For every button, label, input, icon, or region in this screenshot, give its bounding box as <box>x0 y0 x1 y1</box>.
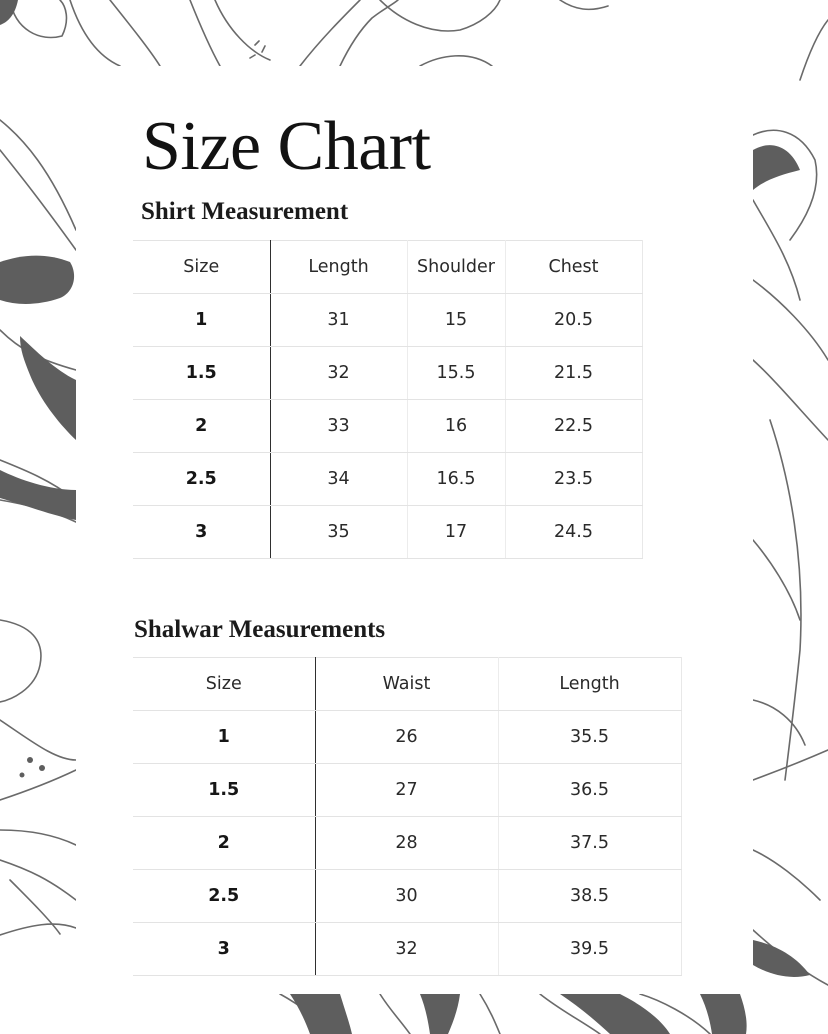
chest-cell: 21.5 <box>505 347 642 400</box>
length-cell: 36.5 <box>498 764 681 817</box>
size-cell: 1 <box>133 711 315 764</box>
length-cell: 35.5 <box>498 711 681 764</box>
shoulder-cell: 17 <box>407 506 505 559</box>
column-header-size: Size <box>133 241 270 294</box>
waist-cell: 28 <box>315 817 498 870</box>
waist-cell: 27 <box>315 764 498 817</box>
shirt-section-heading: Shirt Measurement <box>141 198 349 225</box>
chest-cell: 24.5 <box>505 506 642 559</box>
shoulder-cell: 15 <box>407 294 505 347</box>
table-row <box>133 764 681 817</box>
shirt-size-table <box>133 240 643 559</box>
length-cell: 35 <box>270 506 407 559</box>
column-header-waist: Waist <box>315 658 498 711</box>
length-cell: 38.5 <box>498 870 681 923</box>
column-header-size: Size <box>133 658 315 711</box>
table-row <box>133 453 642 506</box>
size-cell: 1 <box>133 294 270 347</box>
column-header-shoulder: Shoulder <box>407 241 505 294</box>
size-cell: 2.5 <box>133 453 270 506</box>
chest-cell: 23.5 <box>505 453 642 506</box>
length-cell: 31 <box>270 294 407 347</box>
size-cell: 1.5 <box>133 764 315 817</box>
table-header-row <box>133 658 681 711</box>
waist-cell: 32 <box>315 923 498 976</box>
waist-cell: 30 <box>315 870 498 923</box>
size-cell: 2 <box>133 400 270 453</box>
table-header-row <box>133 241 642 294</box>
length-cell: 34 <box>270 453 407 506</box>
size-cell: 3 <box>133 923 315 976</box>
shoulder-cell: 15.5 <box>407 347 505 400</box>
shoulder-cell: 16.5 <box>407 453 505 506</box>
page-title: Size Chart <box>142 108 431 185</box>
table-row <box>133 923 681 976</box>
table-row <box>133 711 681 764</box>
shalwar-section-heading: Shalwar Measurements <box>134 616 386 643</box>
size-cell: 3 <box>133 506 270 559</box>
column-header-chest: Chest <box>505 241 642 294</box>
table-row <box>133 294 642 347</box>
column-header-length: Length <box>270 241 407 294</box>
size-cell: 2 <box>133 817 315 870</box>
chest-cell: 20.5 <box>505 294 642 347</box>
length-cell: 33 <box>270 400 407 453</box>
table-row <box>133 506 642 559</box>
column-header-length: Length <box>498 658 681 711</box>
length-cell: 32 <box>270 347 407 400</box>
shalwar-size-table <box>133 657 682 976</box>
chest-cell: 22.5 <box>505 400 642 453</box>
size-cell: 2.5 <box>133 870 315 923</box>
table-row <box>133 870 681 923</box>
shoulder-cell: 16 <box>407 400 505 453</box>
table-row <box>133 347 642 400</box>
table-row <box>133 817 681 870</box>
size-cell: 1.5 <box>133 347 270 400</box>
waist-cell: 26 <box>315 711 498 764</box>
length-cell: 39.5 <box>498 923 681 976</box>
length-cell: 37.5 <box>498 817 681 870</box>
table-row <box>133 400 642 453</box>
